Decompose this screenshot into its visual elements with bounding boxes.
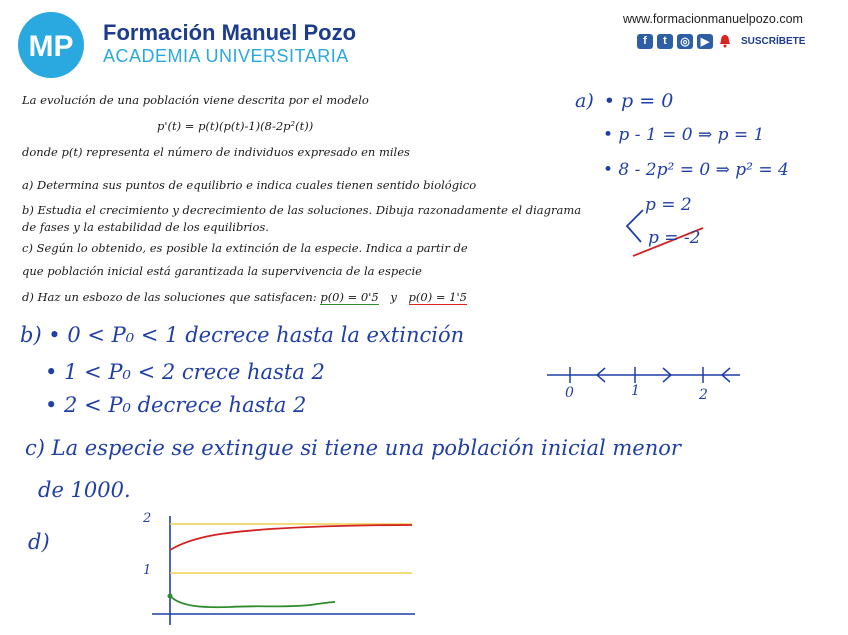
- answer-a-root-negative: p = -2: [648, 228, 701, 248]
- answer-b-line1: b) • 0 < P₀ < 1 decrece hasta la extinción: [20, 323, 465, 347]
- answer-a-eq2: • p - 1 = 0 ⇒ p = 1: [603, 125, 765, 145]
- answer-b-line3: • 2 < P₀ decrece hasta 2: [45, 393, 307, 417]
- instagram-icon[interactable]: ◎: [677, 34, 693, 49]
- problem-part-b-line2: de fases y la estabilidad de los equilibrios.: [22, 220, 269, 234]
- brand-subtitle: ACADEMIA UNIVERSITARIA: [103, 46, 349, 66]
- problem-equation: p'(t) = p(t)(p(t)-1)(8-2p²(t)): [157, 119, 314, 133]
- graph-ytick-2: 2: [143, 511, 152, 526]
- initial-point-green: [168, 594, 173, 599]
- academy-logo: [14, 10, 88, 80]
- svg-text:MP: MP: [28, 30, 74, 63]
- twitter-icon[interactable]: t: [657, 34, 673, 49]
- brand-title: Formación Manuel Pozo: [103, 20, 357, 45]
- bell-icon[interactable]: [717, 33, 733, 49]
- youtube-icon[interactable]: ▶: [697, 34, 713, 49]
- facebook-icon[interactable]: f: [637, 34, 653, 49]
- part-d-condition-2: p(0) = 1'5: [408, 290, 467, 304]
- phase-line-diagram: [545, 355, 745, 405]
- solutions-sketch: [150, 510, 420, 630]
- social-bar: [637, 33, 805, 49]
- answer-c-line2: de 1000.: [38, 478, 131, 502]
- part-d-prefix: d) Haz un esbozo de las soluciones que satisfacen:: [22, 290, 317, 304]
- answer-b-line2: • 1 < P₀ < 2 crece hasta 2: [45, 360, 325, 384]
- phase-label-2: 2: [699, 387, 708, 403]
- phase-label-0: 0: [565, 385, 574, 401]
- problem-part-d: [22, 290, 467, 304]
- answer-a-eq3: • 8 - 2p² = 0 ⇒ p² = 4: [603, 160, 789, 180]
- website-link[interactable]: www.formacionmanuelpozo.com: [623, 12, 803, 26]
- answer-c-line1: c) La especie se extingue si tiene una población inicial menor: [25, 436, 681, 460]
- problem-part-c-line1: c) Según lo obtenido, es posible la extinción de la especie. Indica a partir de: [22, 241, 468, 255]
- solution-curve-red: [170, 525, 412, 550]
- answer-a-root-positive: p = 2: [645, 195, 692, 215]
- problem-part-b-line1: b) Estudia el crecimiento y decrecimiento de las soluciones. Dibuja razonadamente el diagrama: [22, 203, 582, 217]
- problem-where: donde p(t) representa el número de individuos expresado en miles: [22, 145, 410, 159]
- problem-part-c-line2: que población inicial está garantizada la supervivencia de la especie: [22, 264, 422, 278]
- phase-label-1: 1: [631, 383, 640, 399]
- subscribe-button[interactable]: SUSCRÍBETE: [741, 35, 806, 47]
- problem-part-a: a) Determina sus puntos de equilibrio e indica cuales tienen sentido biológico: [22, 178, 477, 192]
- answer-a-label: [575, 90, 673, 112]
- part-d-condition-1: p(0) = 0'5: [320, 290, 379, 304]
- answer-a-eq1: • p = 0: [603, 90, 674, 112]
- answer-a-letter: a): [575, 90, 594, 112]
- problem-intro: La evolución de una población viene descrita por el modelo: [22, 93, 369, 107]
- part-d-and: y: [390, 290, 397, 304]
- graph-ytick-1: 1: [143, 563, 152, 578]
- solution-curve-green: [170, 596, 335, 607]
- answer-d-label: d): [28, 530, 50, 554]
